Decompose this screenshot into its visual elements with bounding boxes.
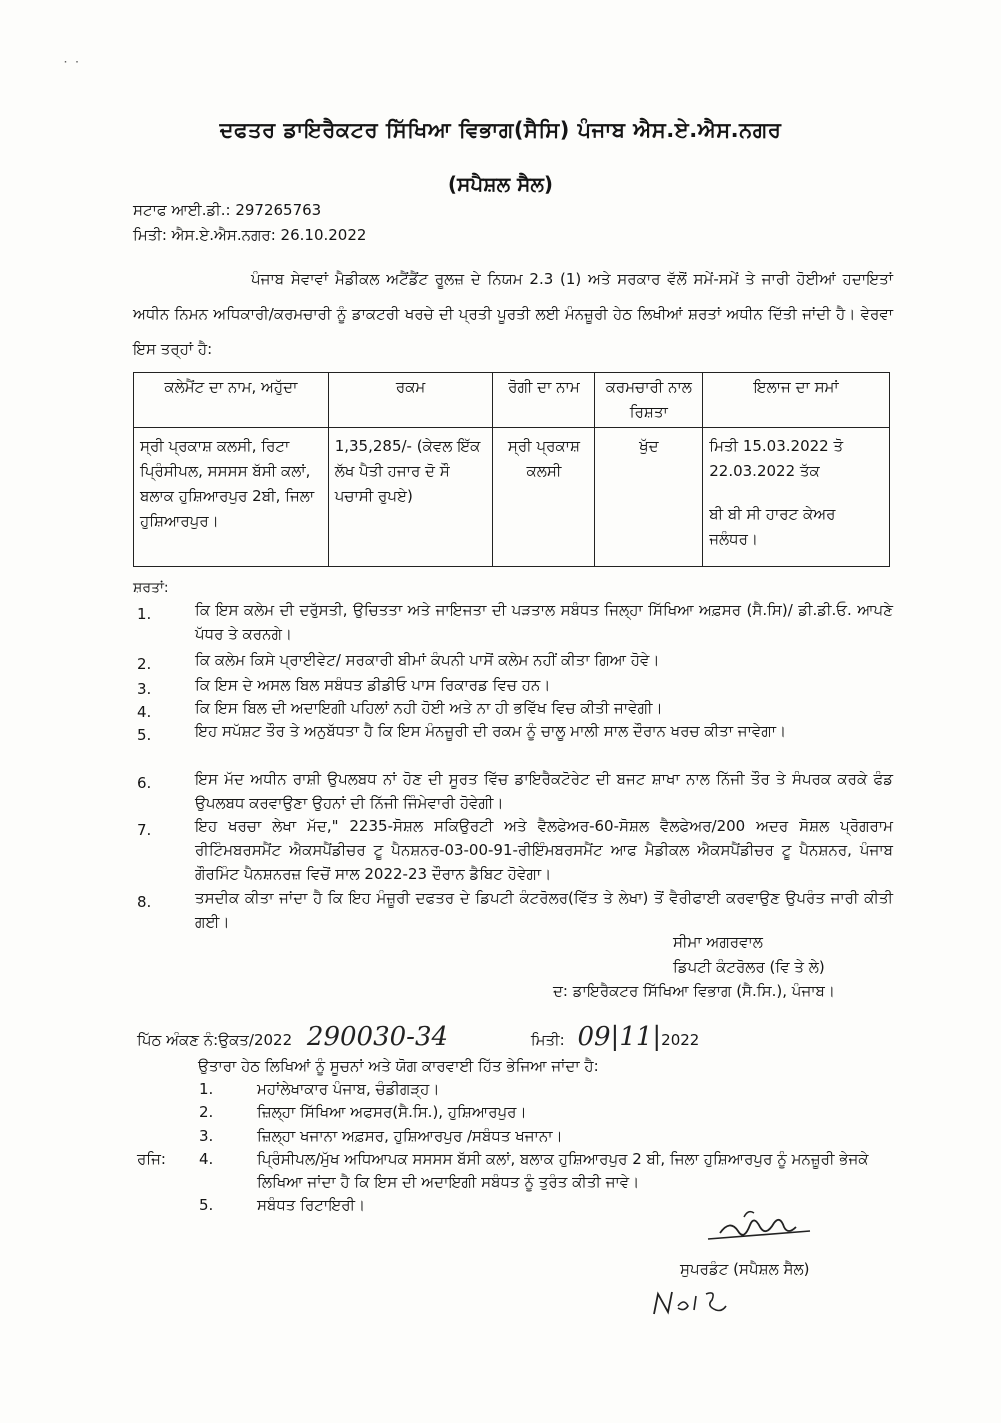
handwritten-initials [648,1282,738,1322]
header-patient: ਰੋਗੀ ਦਾ ਨਾਮ [493,373,595,428]
condition-text: ਕਿ ਇਸ ਦੇ ਅਸਲ ਬਿਲ ਸਬੰਧਤ ਡੀਡੀਓ ਪਾਸ ਰਿਕਾਰਡ ਵਿਚ ਹਨ। [195,676,551,694]
condition-text: ਕਿ ਕਲੇਮ ਕਿਸੇ ਪ੍ਰਾਈਵੇਟ/ ਸਰਕਾਰੀ ਬੀਮਾਂ ਕੰਪਨੀ ਪਾਸੋਂ ਕਲੇਮ ਨਹੀਂ ਕੀਤਾ ਗਿਆ ਹੋਵੇ। [195,651,660,669]
header-claimant: ਕਲੇਮੈਂਟ ਦਾ ਨਾਮ, ਅਹੁੱਦਾ [134,373,329,428]
endorsement-date-year: 2022 [661,1031,700,1049]
condition-item [133,767,893,815]
condition-text: ਇਹ ਖਰਚਾ ਲੇਖਾ ਮੱਦ," 2235-ਸੋਸ਼ਲ ਸਕਿਉਰਟੀ ਅਤੇ ਵੈਲਫੇਅਰ-60-ਸੋਸ਼ਲ ਵੈਲਫੇਅਰ/200 ਅਦਰ ਸੋਸ਼ਲ ਪ੍ਰੋਗਰਾਮ ਰੀਟਿੰਮਬਰਸਮੈਂਟ ਐਕਸਪੈਂਡੀਚਰ ਟੂ ਪੈਨਸ਼ਨਰ-03-00-91-ਰੀਇੰਮਬਰਸਮੈਂਟ ਆਫ ਮੈਡੀਕਲ ਐਕਸਪੈਂਡੀਚਰ ਟੂ ਪੈਨਸ਼ਨਰ, ਪੰਜਾਬ ਗੌਰਮਿੰਟ ਪੈਨਸ਼ਨਰਜ਼ ਵਿਚੋਂ ਸਾਲ 2022-23 ਦੌਰਾਨ ਡੈਬਿਟ ਹੋਵੇਗਾ। [195,817,893,883]
header-amount: ਰਕਮ [328,373,493,428]
claim-table-header [134,373,890,428]
condition-item [133,886,893,934]
endorsement-date-label: ਮਿਤੀ: [530,1031,565,1049]
condition-text: ਇਹ ਸਪੱਸ਼ਟ ਤੌਰ ਤੇ ਅਨੁਬੱਧਤਾ ਹੈ ਕਿ ਇਸ ਮੰਨਜ਼ੂਰੀ ਦੀ ਰਕਮ ਨੂੰ ਚਾਲੂ ਮਾਲੀ ਸਾਲ ਦੌਰਾਨ ਖਰਚ ਕੀਤਾ ਜਾਵੇਗਾ। [195,722,787,740]
endorsement-prefix: ਪਿੱਠ ਅੰਕਣ ਨੰ:ਉਕਤ/2022 [137,1031,293,1049]
hospital-name: ਬੀ ਬੀ ਸੀ ਹਾਰਟ ਕੇਅਰ ਜਲੰਧਰ। [709,505,836,548]
superintendent-designation: ਸੁਪਰਡੰਟ (ਸਪੈਸ਼ਲ ਸੈਲ) [680,1260,810,1278]
condition-number: 5. [137,726,152,744]
cell-patient: ਸ੍ਰੀ ਪ੍ਰਕਾਸ਼ ਕਲਸੀ [493,428,595,567]
header-treatment-period: ਇਲਾਜ ਦਾ ਸਮਾਂ [703,373,890,428]
header-relation: ਕਰਮਚਾਰੀ ਨਾਲ ਰਿਸ਼ਤਾ [595,373,703,428]
copy-item [137,1125,894,1148]
endorsement-date-handwritten: 09|11| [577,1022,662,1052]
office-subtitle: (ਸਪੈਸ਼ਲ ਸੈਲ) [447,172,554,196]
cell-amount: 1,35,285/- (ਕੇਵਲ ਇੱਕ ਲੱਖ ਪੈਤੀ ਹਜਾਰ ਦੋ ਸੌ ਪਚਾਸੀ ਰੁਪਏ) [328,428,493,567]
condition-number: 1. [137,605,152,623]
conditions-heading: ਸ਼ਰਤਾਂ: [133,580,169,596]
signatory-name: ਸੀਮਾ ਅਗਰਵਾਲ [673,933,763,951]
intro-paragraph: ਪੰਜਾਬ ਸੇਵਾਵਾਂ ਮੈਡੀਕਲ ਅਟੈਂਡੈਂਟ ਰੂਲਜ਼ ਦੇ ਨਿਯਮ 2.3 (1) ਅਤੇ ਸਰਕਾਰ ਵੱਲੋਂ ਸਮੇਂ-ਸਮੇਂ ਤੇ ਜਾਰੀ ਹੋਈਆਂ ਹਦਾਇਤਾਂ ਅਧੀਨ ਨਿਮਨ ਅਧਿਕਾਰੀ/ਕਰਮਚਾਰੀ ਨੂੰ ਡਾਕਟਰੀ ਖਰਚੇ ਦੀ ਪ੍ਰਤੀ ਪੂਰਤੀ ਲਈ ਮੰਨਜ਼ੂਰੀ ਹੇਠ ਲਿਖੀਆਂ ਸ਼ਰਤਾਂ ਅਧੀਨ ਦਿੱਤੀ ਜਾਂਦੀ ਹੈ। ਵੇਰਵਾ ਇਸ ਤਰ੍ਹਾਂ ਹੈ: [133,270,893,358]
scan-specks: ˙ ˙ [62,60,81,76]
copy-number: 3. [199,1127,214,1145]
copy-text: ਜ਼ਿਲ੍ਹਾ ਸਿੱਖਿਆ ਅਫਸਰ(ਸੈ.ਸਿ.), ਹੁਸ਼ਿਆਰਪੁਰ। [257,1103,527,1121]
copy-number: 2. [199,1103,214,1121]
condition-number: 6. [137,774,152,792]
staff-id: ਸਟਾਫ ਆਈ.ਡੀ.: 297265763 [133,201,322,219]
condition-text: ਕਿ ਇਸ ਬਿਲ ਦੀ ਅਦਾਇਗੀ ਪਹਿਲਾਂ ਨਹੀ ਹੋਈ ਅਤੇ ਨਾ ਹੀ ਭਵਿੱਖ ਵਿਚ ਕੀਤੀ ਜਾਵੇਗੀ। [195,699,663,717]
condition-number: 4. [137,703,152,721]
condition-item [133,598,893,646]
issue-date: ਮਿਤੀ: ਐਸ.ਏ.ਐਸ.ਨਗਰ: 26.10.2022 [133,226,367,244]
copy-text: ਸਬੰਧਤ ਰਿਟਾਇਰੀ। [257,1196,366,1214]
cell-treatment [703,428,890,567]
copy-reg: ਰਜਿ: [137,1150,166,1168]
cell-claimant: ਸ੍ਰੀ ਪ੍ਰਕਾਸ਼ ਕਲਸੀ, ਰਿਟਾ ਪ੍ਰਿੰਸੀਪਲ, ਸਸਸਸ ਬੱਸੀ ਕਲਾਂ, ਬਲਾਕ ਹੁਸ਼ਿਆਰਪੁਰ 2ਬੀ, ਜਿਲਾ ਹੁਸ਼ਿਆਰਪੁਰ। [134,428,329,567]
condition-number: 8. [137,893,152,911]
copy-text: ਮਹਾਂਲੇਖਾਕਾਰ ਪੰਜਾਬ, ਚੰਡੀਗੜ੍ਹ। [257,1080,440,1098]
copy-item [137,1148,894,1194]
condition-item [133,673,893,697]
condition-item [133,648,893,672]
copy-intro: ਉਤਾਰਾ ਹੇਠ ਲਿਖਿਆਂ ਨੂੰ ਸੂਚਨਾਂ ਅਤੇ ਯੋਗ ਕਾਰਵਾਈ ਹਿੱਤ ਭੇਜਿਆ ਜਾਂਦਾ ਹੈ: [198,1057,599,1075]
copy-item [137,1101,894,1124]
condition-item [133,814,893,886]
copy-text: ਜ਼ਿਲ੍ਹਾ ਖਜਾਨਾ ਅਫ਼ਸਰ, ਹੁਸ਼ਿਆਰਪੁਰ /ਸਬੰਧਤ ਖਜਾਨਾ। [257,1127,563,1145]
condition-number: 2. [137,655,152,673]
endorsement-number: 290030-34 [306,1022,449,1052]
condition-item [133,696,893,720]
copy-number: 4. [199,1150,214,1168]
treatment-period: ਮਿਤੀ 15.03.2022 ਤੋ 22.03.2022 ਤੱਕ [709,437,844,480]
condition-item [133,719,893,743]
copy-item [137,1078,894,1101]
condition-number: 7. [137,821,152,839]
endorsement-line [137,1022,699,1052]
condition-text: ਇਸ ਮੱਦ ਅਧੀਨ ਰਾਸ਼ੀ ਉਪਲਬਧ ਨਾਂ ਹੋਣ ਦੀ ਸੂਰਤ ਵਿੱਚ ਡਾਇਰੈਕਟੋਰੇਟ ਦੀ ਬਜਟ ਸ਼ਾਖਾ ਨਾਲ ਨਿੱਜੀ ਤੌਰ ਤੇ ਸੰਪਰਕ ਕਰਕੇ ਫੰਡ ਉਪਲਬਧ ਕਰਵਾਉਣਾ ਉਹਨਾਂ ਦੀ ਨਿੱਜੀ ਜਿੰਮੇਵਾਰੀ ਹੋਵੇਗੀ। [195,770,893,812]
copy-number: 1. [199,1080,214,1098]
cell-relation: ਖੁੱਦ [595,428,703,567]
condition-text: ਤਸਦੀਕ ਕੀਤਾ ਜਾਂਦਾ ਹੈ ਕਿ ਇਹ ਮੰਜ਼ੂਰੀ ਦਫਤਰ ਦੇ ਡਿਪਟੀ ਕੰਟਰੋਲਰ(ਵਿੱਤ ਤੇ ਲੇਖਾ) ਤੋਂ ਵੈਰੀਫਾਈ ਕਰਵਾਉਣ ਉਪਰੰਤ ਜਾਰੀ ਕੀਤੀ ਗਈ। [195,889,893,931]
table-row [134,428,890,567]
office-title: ਦਫਤਰ ਡਾਇਰੈਕਟਰ ਸਿੱਖਿਆ ਵਿਭਾਗ(ਸੈਸਿ) ਪੰਜਾਬ ਐਸ.ਏ.ਐਸ.ਨਗਰ [219,118,782,142]
signatory-designation: ਡਿਪਟੀ ਕੰਟਰੋਲਰ (ਵਿ ਤੇ ਲੇ) [673,958,825,976]
signatory-office: ਦ: ਡਾਇਰੈਕਟਰ ਸਿੱਖਿਆ ਵਿਭਾਗ (ਸੈ.ਸਿ.), ਪੰਜਾਬ। [553,982,836,1000]
condition-text: ਕਿ ਇਸ ਕਲੇਮ ਦੀ ਦਰੁੱਸਤੀ, ਉਚਿਤਤਾ ਅਤੇ ਜਾਇਜਤਾ ਦੀ ਪੜਤਾਲ ਸਬੰਧਤ ਜਿਲ੍ਹਾ ਸਿੱਖਿਆ ਅਫ਼ਸਰ (ਸੈ.ਸਿ)/ ਡੀ.ਡੀ.ਓ. ਆਪਣੇ ਪੱਧਰ ਤੇ ਕਰਨਗੇ। [195,601,893,643]
condition-number: 3. [137,680,152,698]
claim-table [133,372,890,567]
handwritten-signature [700,1205,820,1260]
copy-text: ਪ੍ਰਿੰਸੀਪਲ/ਮੁੱਖ ਅਧਿਆਪਕ ਸਸਸਸ ਬੱਸੀ ਕਲਾਂ, ਬਲਾਕ ਹੁਸ਼ਿਆਰਪੁਰ 2 ਬੀ, ਜਿਲਾ ਹੁਸ਼ਿਆਰਪੁਰ ਨੂੰ ਮਨਜ਼ੂਰੀ ਭੇਜਕੇ ਲਿਖਿਆ ਜਾਂਦਾ ਹੈ ਕਿ ਇਸ ਦੀ ਅਦਾਇਗੀ ਸਬੰਧਤ ਨੂੰ ਤੁਰੰਤ ਕੀਤੀ ਜਾਵੇ। [257,1150,869,1191]
copy-number: 5. [199,1196,214,1214]
